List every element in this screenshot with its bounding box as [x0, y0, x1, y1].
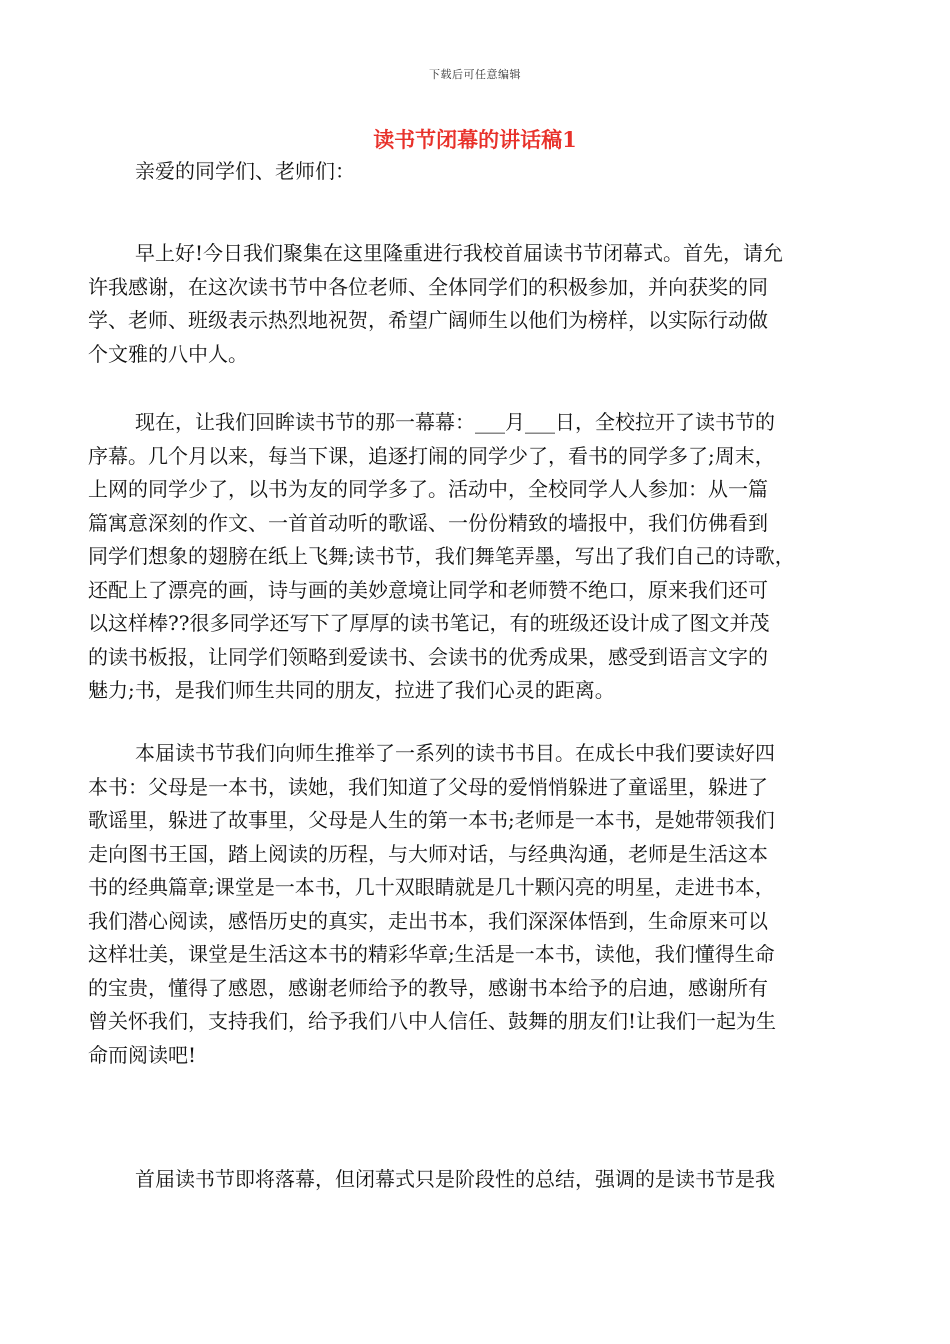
paragraph-line: 魅力;书，是我们师生共同的朋友，拉进了我们心灵的距离。: [88, 678, 615, 702]
paragraph-line: 同学们想象的翅膀在纸上飞舞;读书节，我们舞笔弄墨，写出了我们自己的诗歌，: [88, 544, 795, 568]
paragraph-4: [88, 1163, 858, 1197]
paragraph-line: 命而阅读吧!: [88, 1042, 197, 1067]
paragraph-line: 学、老师、班级表示热烈地祝贺，希望广阔师生以他们为榜样，以实际行动做: [88, 308, 768, 332]
paragraph-1: [88, 237, 858, 371]
paragraph-line: 许我感谢，在这次读书节中各位老师、全体同学们的积极参加，并向获奖的同: [88, 274, 768, 299]
header-note: 下载后可任意编辑: [429, 68, 521, 81]
paragraph-3: [88, 737, 858, 1072]
paragraph-line: 本届读书节我们向师生推举了一系列的读书书目。在成长中我们要读好四: [135, 741, 775, 765]
paragraph-line: 首届读书节即将落幕，但闭幕式只是阶段性的总结，强调的是读书节是我: [135, 1167, 775, 1191]
paragraph-line: 篇寓意深刻的作文、一首首动听的歌谣、一份份精致的墙报中，我们仿佛看到: [88, 510, 768, 535]
paragraph-line: 曾关怀我们，支持我们，给予我们八中人信任、鼓舞的朋友们!让我们一起为生: [88, 1009, 777, 1033]
paragraph-line: 歌谣里，躲进了故事里，父母是人生的第一本书;老师是一本书，是她带领我们: [88, 808, 775, 832]
paragraph-line: 书的经典篇章;课堂是一本书，几十双眼睛就是几十颗闪亮的明星，走进书本，: [88, 875, 775, 899]
paragraph-line: 走向图书王国，踏上阅读的历程，与大师对话，与经典沟通，老师是生活这本: [88, 841, 768, 866]
document-title: 读书节闭幕的讲话稿1: [373, 127, 577, 152]
paragraph-line: 我们潜心阅读，感悟历史的真实，走出书本，我们深深体悟到，生命原来可以: [88, 908, 768, 933]
paragraph-line: 的宝贵，懂得了感恩，感谢老师给予的教导，感谢书本给予的启迪，感谢所有: [88, 975, 768, 1000]
salutation: 亲爱的同学们、老师们：: [135, 159, 355, 183]
paragraph-line: 还配上了漂亮的画，诗与画的美妙意境让同学和老师赞不绝口，原来我们还可: [88, 577, 768, 602]
paragraph-line: 个文雅的八中人。: [88, 341, 248, 366]
paragraph-line: 序幕。几个月以来，每当下课，追逐打闹的同学少了，看书的同学多了;周末，: [88, 443, 775, 468]
paragraph-line: 上网的同学少了，以书为友的同学多了。活动中，全校同学人人参加：从一篇: [88, 477, 768, 501]
paragraph-line: 早上好!今日我们聚集在这里隆重进行我校首届读书节闭幕式。首先，请允: [135, 241, 784, 265]
paragraph-line: 这样壮美，课堂是生活这本书的精彩华章;生活是一本书，读他，我们懂得生命: [88, 942, 775, 966]
paragraph-line: 现在，让我们回眸读书节的那一幕幕：___月___日，全校拉开了读书节的: [135, 410, 775, 434]
paragraph-line: 本书：父母是一本书，读她，我们知道了父母的爱悄悄躲进了童谣里，躲进了: [88, 774, 768, 799]
paragraph-line: 以这样棒??很多同学还写下了厚厚的读书笔记，有的班级还设计成了图文并茂: [88, 611, 770, 635]
paragraph-line: 的读书板报，让同学们领略到爱读书、会读书的优秀成果，感受到语言文字的: [88, 644, 768, 669]
paragraph-2: [88, 406, 858, 708]
